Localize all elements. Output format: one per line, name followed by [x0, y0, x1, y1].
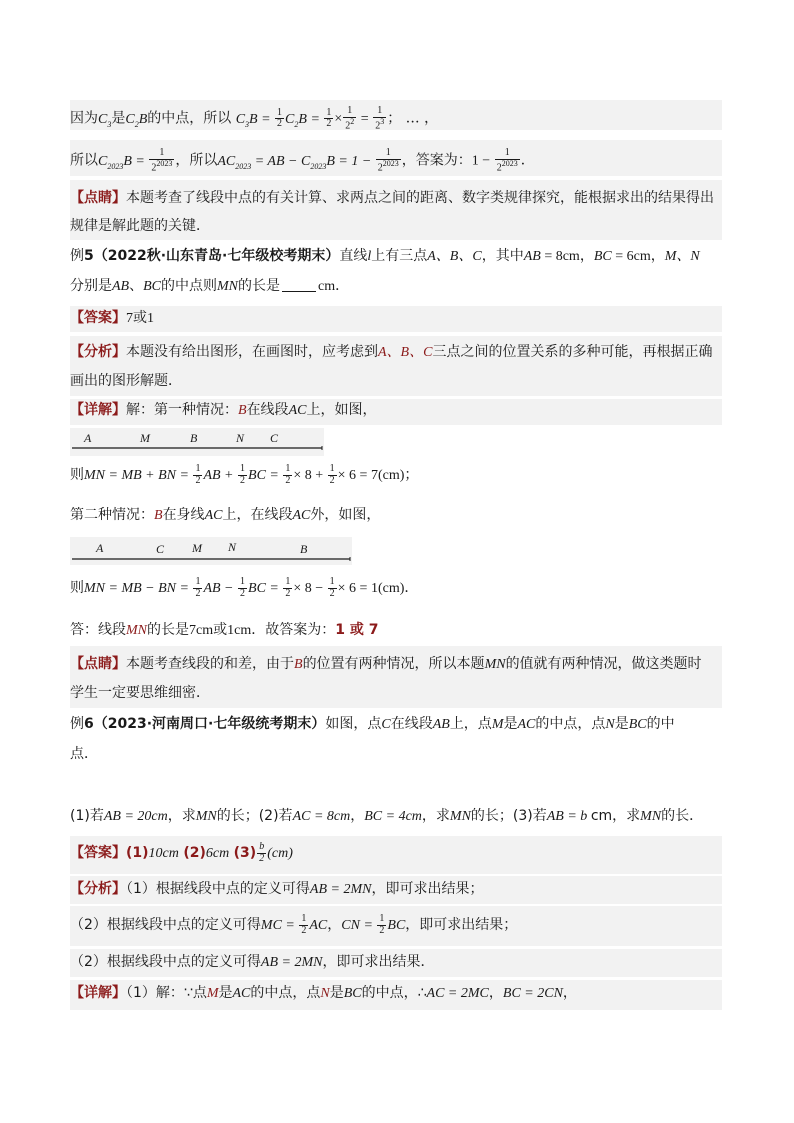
text: 上，在线段: [222, 507, 293, 523]
text: 是: [218, 985, 233, 1001]
example-prefix: 例: [70, 716, 84, 732]
figure-1-label-m: M: [140, 431, 150, 445]
example-source: （2022秋·山东青岛·七年级校考期末）: [93, 248, 340, 264]
figure-2-label-b: B: [300, 542, 308, 556]
answer-tag: 【答案】: [70, 845, 126, 861]
text: 第二种情况：: [70, 507, 154, 523]
example-prefix: 例: [70, 248, 84, 264]
example-5-line-2: 分别是AB、BC的中点则MN的长是 cm．: [70, 278, 350, 294]
text: (2): [183, 845, 206, 861]
example-number: 5: [84, 248, 94, 264]
text: 直线: [339, 248, 368, 264]
text: 上，点: [449, 716, 492, 732]
text: 的长是: [147, 622, 189, 638]
text: 因为: [70, 110, 98, 127]
text: （1）解：∵点: [126, 985, 207, 1001]
text: 答：线段: [70, 622, 126, 638]
text: 在线段: [246, 402, 289, 418]
dianjing-block-2: 【点睛】本题考查线段的和差，由于B的位置有两种情况，所以本题MN的值就有两种情况，做这类题时 学生一定要思维细密．: [70, 646, 722, 708]
text: 或: [213, 622, 228, 638]
figure-1-label-c: C: [270, 431, 279, 445]
text: 点．: [70, 746, 98, 762]
example-6-line-1: 例6（2023·河南周口·七年级统考期末）如图，点C在线段AB上，点M是AC的中点，点N是BC的中: [70, 716, 675, 732]
text: 是: [503, 716, 518, 732]
text: ，: [327, 917, 342, 933]
text: ．故答案为：: [251, 622, 336, 638]
text: 本题没有给出图形，在画图时，应考虑到: [126, 344, 378, 360]
text: ．: [335, 278, 350, 294]
text: cm，求: [590, 808, 641, 824]
example-6-line-2: [70, 746, 722, 763]
calc-1: 则MN = MB + BN = $\frac{1}{2}$ AB + $\frac{1}{2}$ BC = $\frac{1}{2}$ × 8 + $\frac{1}{2}$ × 6 = 7(cm)；: [70, 463, 419, 486]
analysis-tag: 【分析】: [70, 881, 126, 897]
text: ，: [350, 808, 365, 824]
dianjing-tag: 【点睛】: [70, 190, 126, 206]
text: 在线段: [390, 716, 433, 732]
analysis-6: 【分析】（1）根据线段中点的定义可得AB = 2MN，即可求出结果；: [70, 876, 722, 904]
text: 上有三点: [371, 248, 428, 264]
analysis-6c: （2）根据线段中点的定义可得AB = 2MN，即可求出结果．: [70, 949, 722, 977]
analysis-6b: （2）根据线段中点的定义可得MC = $\frac{1}{2}$ AC，CN = $\frac{1}{2}$ BC，即可求出结果；: [70, 906, 722, 946]
example-5-line-1: 例5（2022秋·山东青岛·七年级校考期末）直线l上有三点A、B、C，其中AB = 8cm，BC = 6cm，M、N: [70, 248, 700, 264]
text: ，其中: [481, 248, 524, 264]
text: ，即可求出结果．: [322, 954, 435, 970]
text: 的长；(2)若: [216, 808, 293, 824]
text: 则: [70, 580, 84, 596]
answer-blank: [282, 291, 316, 292]
detail-tag: 【详解】: [70, 985, 126, 1001]
text: 学生一定要思维细密．: [70, 685, 210, 701]
text: 的中点，所以: [147, 110, 232, 127]
text: (3): [233, 845, 257, 861]
case-2: 第二种情况：B在身线AC上，在线段AC外，如图，: [70, 507, 381, 523]
text: ，答案为：: [401, 152, 472, 169]
text: 的中点，点: [250, 985, 321, 1001]
figure-1-label-n: N: [236, 431, 245, 445]
example-6-questions: (1)若AB = 20cm，求MN的长；(2)若AC = 8cm，BC = 4cm，求MN的长；(3)若AB = b cm，求MN的长．: [70, 808, 704, 824]
text: 的位置有两种情况，所以本题: [302, 656, 485, 672]
figure-2-label-c: C: [156, 542, 165, 556]
text: ，: [579, 248, 594, 264]
text-line-answer-formula: 所以$C_{2023}B$ = $\frac{1}{2^{2023}}$ ，所以$AC_{2023}$ = AB − $C_{2023}B = 1$ − $\frac{1}{2^{2023}}$ ，答案为：1 − $\frac{1}{2^{2023}}$ ．: [70, 140, 722, 176]
dianjing-tag: 【点睛】: [70, 656, 126, 672]
text: (1)若: [70, 808, 104, 824]
detail-6: 【详解】（1）解：∵点M是AC的中点，点N是BC的中点，∴AC = 2MC，BC = 2CN，: [70, 980, 722, 1010]
dianjing-text: 本题考查了线段中点的有关计算、求两点之间的距离、数字类规律探究，能根据求出的结果得出: [126, 190, 714, 206]
calc-2: 则MN = MB − BN = $\frac{1}{2}$ AB − $\frac{1}{2}$ BC = $\frac{1}{2}$ × 8 − $\frac{1}{2}$ × 6 = 1(cm)．: [70, 576, 419, 599]
example-source: （2023·河南周口·七年级统考期末）: [93, 716, 326, 732]
text: 所以: [70, 152, 98, 169]
figure-2-label-n: N: [228, 540, 237, 554]
text: ，求: [167, 808, 196, 824]
text: 三点之间的位置关系的多种可能，再根据正确: [432, 344, 713, 360]
text: 的中点，点: [535, 716, 606, 732]
answer-6: 【答案】(1)10cm (2)6cm (3) $\frac{b}{2}$ (cm): [70, 836, 722, 874]
figure-2-label-a: A: [96, 541, 104, 555]
text: 的中点则: [161, 278, 217, 294]
text: 如图，点: [325, 716, 382, 732]
text: ，即可求出结果；: [405, 917, 518, 933]
text: 则: [70, 467, 84, 483]
text: 的值就有两种情况，做这类题时: [505, 656, 702, 672]
example-number: 6: [84, 716, 94, 732]
text: 是: [111, 110, 126, 127]
text: ，: [650, 248, 665, 264]
text: ，即可求出结果；: [371, 881, 484, 897]
text: 画出的图形解题．: [70, 373, 182, 389]
text: ，求: [421, 808, 450, 824]
text: （2）根据线段中点的定义可得: [70, 954, 261, 970]
text: 的中: [646, 716, 675, 732]
text: 是: [614, 716, 629, 732]
text: 的中点，∴: [361, 985, 427, 1001]
text: (1): [126, 845, 149, 861]
analysis-5: 【分析】本题没有给出图形，在画图时，应考虑到A、B、C三点之间的位置关系的多种可能，再根据正确 画出的图形解题．: [70, 336, 722, 396]
text: 解：第一种情况：: [126, 402, 238, 418]
detail-tag: 【详解】: [70, 402, 126, 418]
text: （1）根据线段中点的定义可得: [126, 881, 310, 897]
detail-5: 【详解】解：第一种情况：B在线段AC上，如图，: [70, 399, 722, 425]
text: （2）根据线段中点的定义可得: [70, 917, 261, 933]
dianjing-block-1: [70, 180, 722, 240]
text: 分别是: [70, 278, 112, 294]
analysis-tag: 【分析】: [70, 344, 126, 360]
text: 本题考查线段的和差，由于: [126, 656, 294, 672]
text-line-cb-midpoint: 因为$C_3$是$C_2B$的中点，所以 $C_3B$ = $\frac{1}{2}$ $C_2B$ = $\frac{1}{2}$ × $\frac{1}{2^2}$ = $\frac{1}{2^3}$ ； … ，: [70, 100, 722, 130]
figure-1-label-a: A: [84, 431, 92, 445]
answer-value-2: 6cm: [205, 846, 230, 861]
answer-tag: 【答案】: [70, 310, 126, 326]
final-answer: 1 或 7: [335, 622, 379, 638]
dianjing-text-2: 规律是解此题的关键．: [70, 218, 210, 234]
text: 在身线: [162, 507, 205, 523]
answer-value-1: 10cm: [148, 846, 179, 861]
text: ； … ，: [387, 110, 439, 127]
figure-1-number-line: [70, 428, 330, 456]
figure-2-number-line: [70, 537, 360, 565]
unit: cm: [318, 279, 336, 294]
text: 上，如图，: [306, 402, 377, 418]
text: ，所以: [175, 152, 218, 169]
answer-5: [70, 306, 722, 332]
text: 的长；(3)若: [470, 808, 547, 824]
text: 是: [329, 985, 344, 1001]
text: 的长．: [661, 808, 704, 824]
conclusion: 答：线段MN的长是7cm或1cm．故答案为：1 或 7: [70, 622, 379, 638]
figure-2-label-m: M: [192, 541, 202, 555]
figure-1-label-b: B: [190, 431, 198, 445]
text: 外，如图，: [310, 507, 381, 523]
answer-text: 7或1: [126, 311, 154, 326]
text: 的长是: [238, 278, 280, 294]
